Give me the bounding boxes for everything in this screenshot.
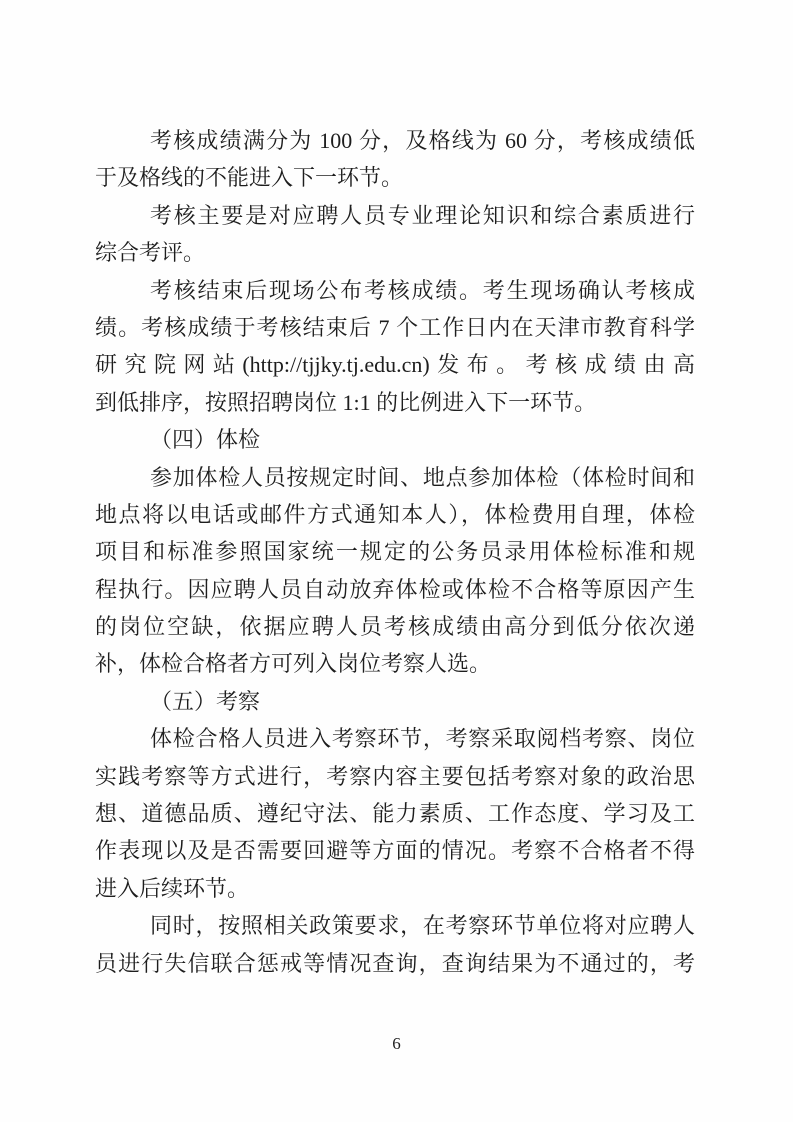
- text-line: 程执行。因应聘人员自动放弃体检或体检不合格等原因产生: [95, 576, 695, 602]
- text-line: 参加体检人员按规定时间、地点参加体检（体检时间和: [150, 464, 695, 490]
- text-line: 考核主要是对应聘人员专业理论知识和综合素质进行: [150, 202, 695, 228]
- text-line: 到低排序，按照招聘岗位 1:1 的比例进入下一环节。: [95, 389, 597, 415]
- text-line: 员进行失信联合惩戒等情况查询，查询结果为不通过的，考: [95, 950, 695, 976]
- text-line: 作表现以及是否需要回避等方面的情况。考察不合格者不得: [95, 838, 695, 864]
- text-line: 体检合格人员进入考察环节，考察采取阅档考察、岗位: [150, 726, 695, 752]
- text-line: 补，体检合格者方可列入岗位考察人选。: [95, 651, 492, 677]
- text-line: 绩。考核成绩于考核结束后 7 个工作日内在天津市教育科学: [95, 314, 695, 340]
- text-line: 同时，按照相关政策要求，在考察环节单位将对应聘人: [150, 913, 695, 939]
- text-line: 实践考察等方式进行，考察内容主要包括考察对象的政治思: [95, 763, 695, 789]
- text-line: 研究院网站(http://tjjky.tj.edu.cn)发布。考核成绩由高: [95, 352, 695, 378]
- text-line: 于及格线的不能进入下一环节。: [95, 165, 404, 191]
- text-line: 地点将以电话或邮件方式通知本人），体检费用自理，体检: [95, 501, 695, 527]
- document-text: [95, 122, 695, 982]
- text-line: 综合考评。: [95, 240, 206, 266]
- text-line: 考核成绩满分为 100 分，及格线为 60 分，考核成绩低: [150, 128, 695, 153]
- section-heading: （五）考察: [150, 688, 261, 714]
- text-line: 考核结束后现场公布考核成绩。考生现场确认考核成: [150, 277, 695, 303]
- page-number: 6: [392, 1034, 401, 1053]
- text-line: 项目和标准参照国家统一规定的公务员录用体检标准和规: [95, 539, 695, 565]
- text-line: 的岗位空缺，依据应聘人员考核成绩由高分到低分依次递: [95, 614, 695, 640]
- text-line: 进入后续环节。: [95, 875, 250, 901]
- section-heading: （四）体检: [150, 427, 261, 453]
- text-line: 想、道德品质、遵纪守法、能力素质、工作态度、学习及工: [95, 801, 695, 827]
